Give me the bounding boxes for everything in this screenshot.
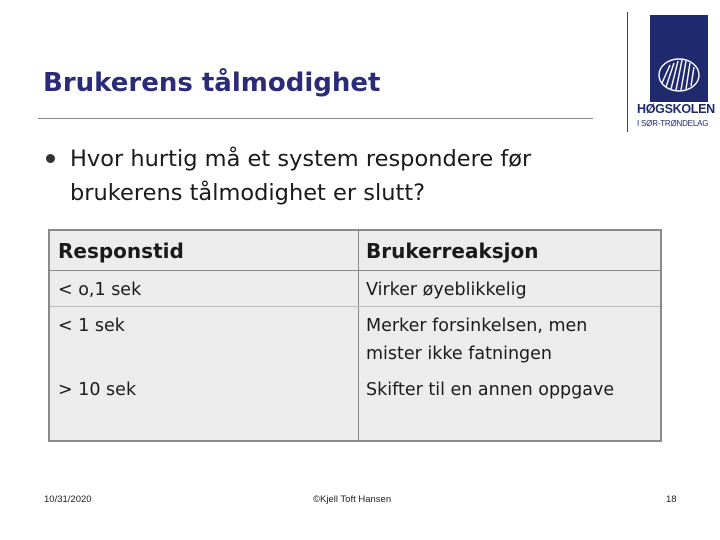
- cell-time-1: < o,1 sek: [58, 280, 142, 300]
- cell-time-2: < 1 sek: [58, 316, 125, 336]
- footer-date: 10/31/2020: [44, 494, 92, 505]
- slide-title: Brukerens tålmodighet: [43, 68, 381, 98]
- footer-author: ©Kjell Toft Hansen: [313, 494, 392, 505]
- response-table: [48, 229, 662, 442]
- logo-emblem-icon: [650, 15, 708, 102]
- cell-reaction-3: Skifter til en annen oppgave: [366, 380, 615, 400]
- school-logo: [637, 12, 717, 134]
- cell-reaction-2: Merker forsinkelsen, men mister ikke fatningen: [366, 316, 588, 364]
- title-divider: [38, 118, 593, 119]
- column-separator: [358, 231, 359, 440]
- logo-name: HØGSKOLEN: [637, 102, 715, 116]
- bullet-text: Hvor hurtig må et system respondere før brukerens tålmodighet er slutt?: [70, 146, 532, 206]
- header-brukerreaksjon: Brukerreaksjon: [366, 239, 539, 263]
- header-separator: [50, 270, 660, 271]
- header-responstid: Responstid: [58, 239, 184, 263]
- logo-subtitle: I SØR-TRØNDELAG: [637, 119, 709, 128]
- cell-reaction-1: Virker øyeblikkelig: [366, 280, 527, 300]
- footer-page-number: 18: [666, 494, 677, 505]
- row-separator: [50, 306, 660, 307]
- cell-time-3: > 10 sek: [58, 380, 137, 400]
- logo-divider: [627, 12, 628, 132]
- bullet-icon: [46, 154, 55, 163]
